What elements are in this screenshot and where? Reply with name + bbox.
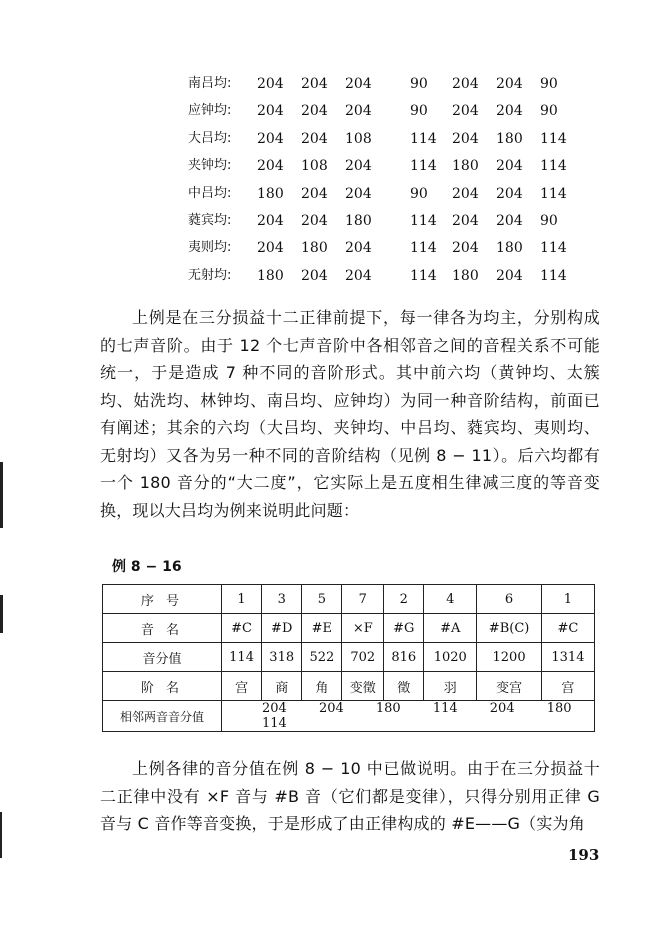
table-cell: 114	[410, 130, 437, 147]
table-cell: 204	[301, 130, 328, 147]
table-cell: 114	[410, 213, 437, 229]
table-cell: 204	[301, 213, 328, 229]
row-label: 蕤宾均:	[188, 213, 232, 228]
header-cents: 音分值	[103, 643, 222, 672]
row-label: 南吕均:	[188, 76, 232, 91]
table-cell: 204	[257, 158, 284, 175]
row-label: 夹钟均:	[188, 158, 232, 174]
table-cell: 204	[257, 240, 284, 257]
table-cell: 204	[257, 213, 284, 229]
table-row	[103, 701, 595, 732]
table-row	[103, 643, 595, 672]
table-cell: 204	[345, 240, 372, 257]
row-label: 中吕均:	[188, 185, 232, 201]
table-cell: 522	[302, 643, 342, 672]
table-cell: 204	[452, 130, 479, 147]
paragraph-2	[100, 755, 600, 838]
table-cell: 114	[540, 267, 567, 284]
table-cell: 114	[540, 240, 567, 257]
table-cell: 204	[345, 103, 372, 120]
row-label: 夷则均:	[188, 240, 232, 256]
table-cell: 204	[345, 158, 372, 175]
table-cell: #C	[541, 614, 594, 643]
example-table	[102, 584, 595, 732]
paragraph-2-text: 上例各律的音分值在例 8 − 10 中已做说明。由于在三分损益十二正律中没有 ×F 音与 #B 音（它们都是变律），只得分别用正律 G 音与 C 音作等音变换，于是形成了由正律构成的 #E——G（实为角	[100, 759, 600, 833]
table-cell: 角	[302, 672, 342, 701]
table-cell: 1	[541, 585, 594, 614]
table-cell: 90	[540, 76, 558, 92]
table-cell: 318	[262, 643, 302, 672]
table-cell: 5	[302, 585, 342, 614]
table-cell: 204	[301, 103, 328, 120]
intervals-cell: 204 204 180 114 204 180 114	[222, 701, 595, 732]
table-cell: 变徵	[342, 672, 384, 701]
header-step: 阶 名	[103, 672, 222, 701]
table-cell: 1314	[541, 643, 594, 672]
table-cell: 204	[452, 103, 479, 120]
table-cell: 702	[342, 643, 384, 672]
table-cell: 114	[410, 158, 437, 175]
table-cell: 180	[257, 267, 284, 284]
table-cell: #A	[424, 614, 477, 643]
table-cell: #G	[384, 614, 424, 643]
header-note: 音 名	[103, 614, 222, 643]
table-cell: 90	[540, 103, 558, 120]
table-cell: 204	[496, 185, 523, 202]
table-cell: 宫	[541, 672, 594, 701]
table-cell: 204	[452, 240, 479, 257]
table-cell: 变宫	[477, 672, 542, 701]
table-cell: 4	[424, 585, 477, 614]
table-cell: 204	[257, 76, 284, 92]
table-cell: 204	[452, 213, 479, 229]
table-cell: 204	[496, 158, 523, 175]
table-cell: 180	[496, 240, 523, 257]
table-cell: 114	[540, 185, 567, 202]
table-cell: 114	[410, 240, 437, 257]
table-cell: 204	[257, 130, 284, 147]
table-cell: 羽	[424, 672, 477, 701]
table-cell: 3	[262, 585, 302, 614]
table-cell: 816	[384, 643, 424, 672]
table-cell: 204	[496, 103, 523, 120]
table-cell: 204	[452, 185, 479, 202]
table-cell: ×F	[342, 614, 384, 643]
table-cell: 180	[345, 213, 372, 229]
table-cell: 108	[345, 130, 372, 147]
table-cell: 114	[222, 643, 262, 672]
paragraph-1	[100, 304, 600, 524]
scan-edge-mark	[0, 462, 3, 528]
table-cell: 114	[540, 130, 567, 147]
table-cell: 204	[345, 76, 372, 92]
table-row	[103, 614, 595, 643]
table-cell: 204	[452, 76, 479, 92]
table-cell: 7	[342, 585, 384, 614]
table-cell: 6	[477, 585, 542, 614]
example-label: 例 8 − 16	[112, 559, 182, 575]
table-cell: 90	[540, 213, 558, 229]
table-cell: 180	[257, 185, 284, 202]
table-cell: 204	[345, 267, 372, 284]
table-cell: 徵	[384, 672, 424, 701]
table-cell: #E	[302, 614, 342, 643]
table-cell: 90	[410, 103, 428, 120]
row-label: 无射均:	[188, 267, 232, 283]
table-row	[103, 585, 595, 614]
row-label: 应钟均:	[188, 103, 232, 119]
table-cell: 204	[345, 185, 372, 202]
table-cell: 114	[540, 158, 567, 175]
table-cell: 1020	[424, 643, 477, 672]
table-cell: 204	[301, 185, 328, 202]
table-cell: 204	[257, 103, 284, 120]
table-cell: 204	[301, 267, 328, 284]
table-cell: #C	[222, 614, 262, 643]
table-cell: 宫	[222, 672, 262, 701]
scan-edge-mark	[0, 595, 3, 633]
page-number: 193	[568, 846, 600, 864]
table-cell: 2	[384, 585, 424, 614]
table-cell: 204	[496, 76, 523, 92]
table-cell: 1	[222, 585, 262, 614]
table-cell: 180	[496, 130, 523, 147]
table-cell: 1200	[477, 643, 542, 672]
table-cell: #D	[262, 614, 302, 643]
table-cell: 90	[410, 185, 428, 202]
table-cell: 商	[262, 672, 302, 701]
header-number: 序 号	[103, 585, 222, 614]
table-cell: 204	[301, 76, 328, 92]
table-cell: 204	[496, 213, 523, 229]
table-cell: 90	[410, 76, 428, 92]
table-cell: 108	[301, 158, 328, 175]
paragraph-1-text: 上例是在三分损益十二正律前提下，每一律各为均主，分别构成的七声音阶。由于 12 个七声音阶中各相邻音之间的音程关系不可能统一，于是造成 7 种不同的音阶形式。其中前六均（黄钟均、太簇均、姑洗均、林钟均、南吕均、应钟均）为同一种音阶结构，前面已有阐述；其余的六均（大吕均、夹钟均、中吕均、蕤宾均、夷则均、无射均）又各为另一种不同的音阶结构（见例 8 − 11）。后六均都有一个 180 音分的“大二度”，它实际上是五度相生律减三度的等音变换，现以大吕均为例来说明此问题：	[100, 308, 600, 520]
table-cell: 204	[496, 267, 523, 284]
row-label: 大吕均:	[188, 130, 232, 146]
table-row	[103, 672, 595, 701]
header-intervals: 相邻两音音分值	[103, 701, 222, 732]
table-cell: 180	[452, 158, 479, 175]
table-cell: #B(C)	[477, 614, 542, 643]
table-cell: 180	[301, 240, 328, 257]
scan-edge-mark	[0, 812, 2, 858]
table-cell: 114	[410, 267, 437, 284]
table-cell: 180	[452, 267, 479, 284]
